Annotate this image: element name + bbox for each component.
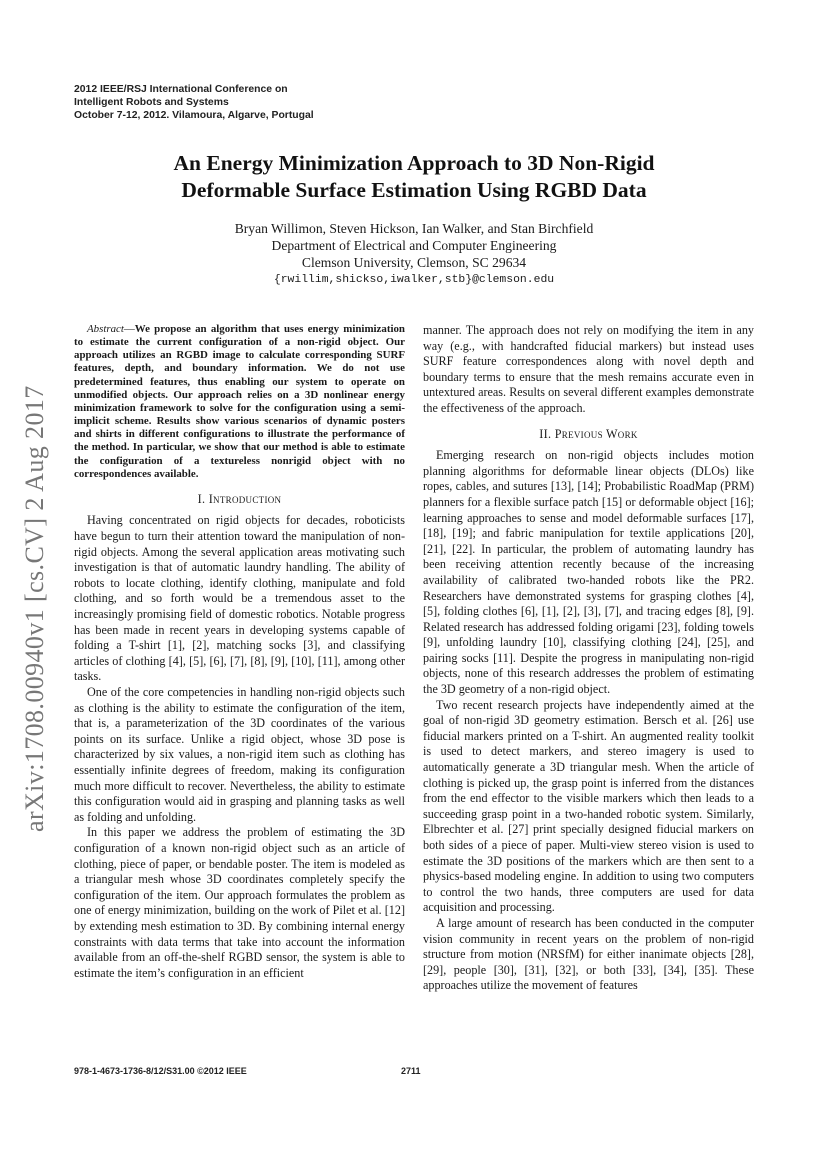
page-number: 2711: [401, 1066, 421, 1076]
abstract: [74, 323, 405, 481]
conference-line-1: 2012 IEEE/RSJ International Conference on: [74, 84, 288, 95]
abstract-text: We propose an algorithm that uses energy minimization to estimate the current configuration of a non-rigid object. Our approach utilizes an RGBD image to calculate corresponding SURF features, depth, and boundary information. We do not use predetermined features, thus enabling our system to operate on unmodified objects. Our approach relies on a 3D nonlinear energy minimization framework to solve for the configuration using a semi-implicit scheme. Results show various scenarios of dynamic posters and shirts in different configurations to illustrate the performance of the method. In particular, we show that our method is able to estimate the configuration of a textureless nonrigid object with no correspondences available.: [74, 323, 405, 480]
conference-line-3: October 7-12, 2012. Vilamoura, Algarve, Portugal: [74, 110, 314, 121]
abstract-label-text: Abstract: [87, 323, 124, 335]
abstract-dash: —: [123, 323, 135, 335]
intro-paragraph-3: In this paper we address the problem of estimating the 3D configuration of a known non-rigid object such as an article of clothing, piece of paper, or bendable poster. The item is modeled as a triangular mesh whose 3D coordinates completely specify the configuration of the item. Our approach formulates the problem as one of energy minimization, building on the work of Pilet et al. [12] by extending mesh estimation to 3D. By combining internal energy constraints with data terms that take into account the information available from an off-the-shelf RGBD sensor, the system is able to estimate the item’s configuration in an efficient: [74, 825, 405, 980]
author-department: Department of Electrical and Computer Engineering: [271, 238, 557, 253]
section-heading-previous-work: II. Previous Work: [539, 426, 638, 441]
prev-work-paragraph-2: Two recent research projects have independently aimed at the goal of non-rigid 3D geometry estimation. Bersch et al. [26] use fiducial markers printed on a T-shirt. An augmented reality toolkit is used to detect markers, and stereo imagery is used to automatically generate a 3D triangular mesh. When the article of clothing is picked up, the grasp point is inferred from the distances from the end effector to the visible markers which then leads to a succeeding grasp point in a two-handed robotic system. Similarly, Elbrechter et al. [27] print specially designed fiducial markers on both sides of a piece of paper. Multi-view stereo vision is used to estimate the 3D positions of the markers which are then sent to a physics-based modeling engine. In addition to using two computers to control the two hands, three computers are used for data acquisition and processing.: [423, 697, 754, 915]
title-line-2: Deformable Surface Estimation Using RGBD Data: [181, 178, 647, 202]
author-block: [74, 220, 754, 289]
right-column: [423, 323, 754, 994]
conference-header: [74, 83, 314, 122]
prev-work-paragraph-1: Emerging research on non-rigid objects includes motion planning algorithms for deformable linear objects (DLOs) like ropes, cables, and sutures [13], [14]; Probabilistic RoadMap (PRM) planners for a flexible surface patch [15] or deformable object [16]; learning approaches to sense and model deformable surfaces [17], [18], [19]; and fabric manipulation for textile applications [20], [21], [22]. In particular, the problem of automating laundry has been receiving attention recently because of the increasing availability of calibrated two-handed robots like the PR2. Researchers have demonstrated systems for grasping clothes [4], [5], folding clothes [6], [1], [2], [3], [7], and tracing edges [8], [9]. Related research has addressed folding origami [23], folding towels [9], unfolding laundry [10], classifying clothing [24], [25], and pairing socks [11]. Despite the progress in manipulating non-rigid objects, none of this research addresses the problem of estimating the 3D geometry of a non-rigid object.: [423, 448, 754, 697]
author-names: Bryan Willimon, Steven Hickson, Ian Walker, and Stan Birchfield: [234, 221, 594, 236]
paper-title: [74, 150, 754, 204]
title-line-1: An Energy Minimization Approach to 3D Non-Rigid: [173, 151, 655, 175]
author-university: Clemson University, Clemson, SC 29634: [301, 255, 527, 270]
arxiv-stamp: arXiv:1708.00940v1 [cs.CV] 2 Aug 2017: [20, 385, 49, 832]
conference-line-2: Intelligent Robots and Systems: [74, 97, 229, 108]
author-email: {rwillim,shickso,iwalker,stb}@clemson.edu: [273, 274, 555, 286]
footer-isbn: 978-1-4673-1736-8/12/S31.00 ©2012 IEEE: [74, 1066, 247, 1076]
intro-paragraph-4: manner. The approach does not rely on modifying the item in any way (e.g., with handcrafted fiducial markers) but instead uses SURF feature correspondences along with novel depth and boundary terms to ensure that the mesh remains accurate even in untextured areas. Results on several different examples demonstrate the effectiveness of the approach.: [423, 323, 754, 415]
abstract-label: [87, 323, 135, 335]
left-column: [74, 323, 405, 981]
intro-paragraph-1: Having concentrated on rigid objects for decades, roboticists have begun to turn their attention toward the manipulation of non-rigid objects. Among the several application areas motivating such investigation is that of automatic laundry handling. The ability of robots to locate clothing, identify clothing, manipulate and fold clothing, and so forth would be a tremendous asset to the increasingly promising field of domestic robotics. Notable progress has been made in recent years in developing systems capable of folding a T-shirt [1], [2], matching socks [3], and classifying articles of clothing [4], [5], [6], [7], [8], [9], [10], [11], among other tasks.: [74, 513, 405, 684]
intro-paragraph-2: One of the core competencies in handling non-rigid objects such as clothing is the ability to estimate the configuration of the item, that is, a parameterization of the 3D coordinates of the various points on its surface. Unlike a rigid object, whose 3D pose is characterized by six values, a non-rigid item such as clothing has essentially infinite degrees of freedom, making its configuration much more difficult to recover. Nevertheless, the ability to estimate this configuration would aid in grasping and planning tasks as well as folding and unfolding.: [74, 685, 405, 824]
section-heading-introduction: I. Introduction: [197, 491, 282, 506]
prev-work-paragraph-3: A large amount of research has been conducted in the computer vision community in recent years on the problem of non-rigid structure from motion (NRSfM) for either inanimate objects [28], [29], people [30], [31], [32], or both [33], [34], [35]. These approaches utilize the movement of features: [423, 915, 754, 993]
